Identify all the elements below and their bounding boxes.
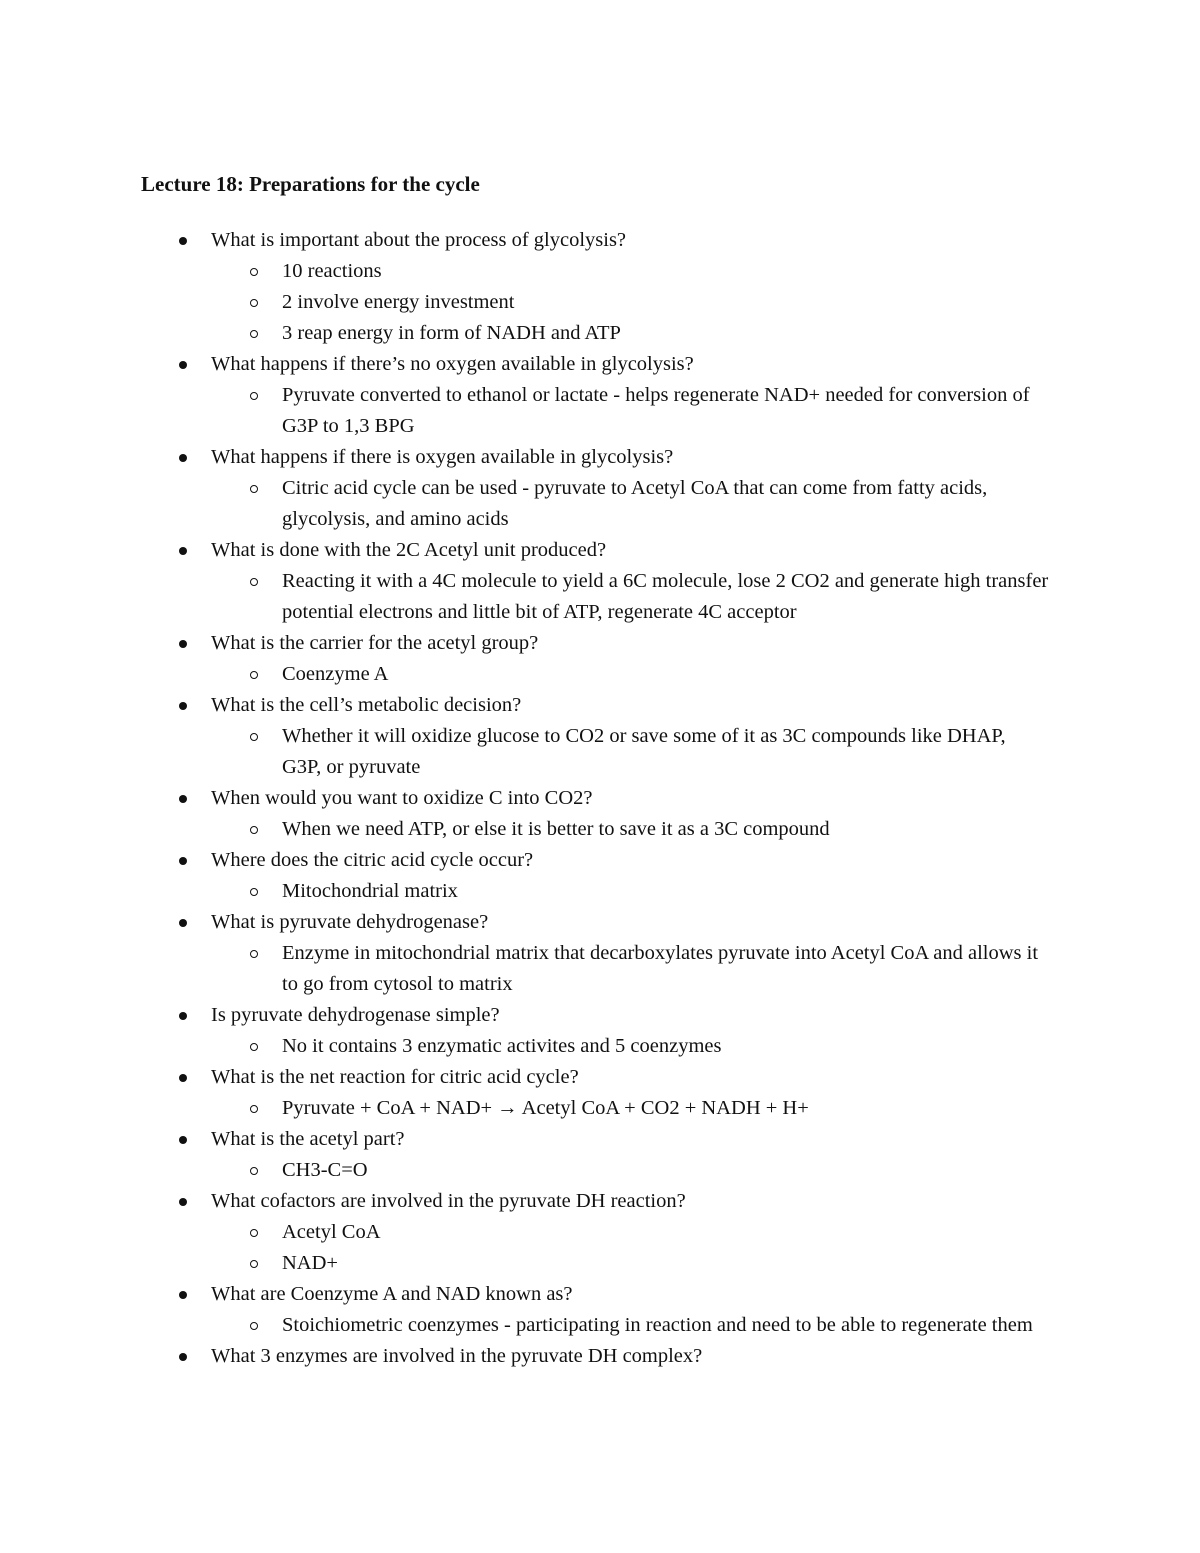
hollow-bullet-icon [250, 1322, 258, 1330]
answer-text: Citric acid cycle can be used - pyruvate to Acetyl CoA that can come from fatty acids, glycolysis, and amino acids [282, 477, 988, 530]
answer-item [0, 876, 1200, 907]
answer-text: Whether it will oxidize glucose to CO2 or save some of it as 3C compounds like DHAP, G3P, or pyruvate [282, 725, 1006, 778]
answer-group [0, 566, 1200, 628]
question-list [0, 225, 1200, 1372]
bullet-icon [179, 1198, 187, 1206]
hollow-bullet-icon [250, 1043, 258, 1051]
hollow-bullet-icon [250, 299, 258, 307]
answer-list [0, 938, 1200, 1000]
answer-item [0, 1248, 1200, 1279]
hollow-bullet-icon [250, 330, 258, 338]
answer-item [0, 318, 1200, 349]
answer-text: Pyruvate + CoA + NAD+ → Acetyl CoA + CO2 + NADH + H+ [282, 1097, 809, 1119]
question-item [0, 907, 1200, 938]
question-item [0, 1279, 1200, 1310]
answer-group [0, 721, 1200, 783]
answer-text: Coenzyme A [282, 663, 389, 685]
answer-text: Pyruvate converted to ethanol or lactate - helps regenerate NAD+ needed for conversion of G3P to 1,3 BPG [282, 384, 1030, 437]
answer-text: 2 involve energy investment [282, 291, 515, 313]
hollow-bullet-icon [250, 671, 258, 679]
hollow-bullet-icon [250, 826, 258, 834]
question-item [0, 1124, 1200, 1155]
hollow-bullet-icon [250, 268, 258, 276]
question-text: What is the carrier for the acetyl group? [211, 632, 539, 654]
answer-group [0, 814, 1200, 845]
answer-text: 3 reap energy in form of NADH and ATP [282, 322, 621, 344]
answer-text: CH3-C=O [282, 1159, 368, 1181]
hollow-bullet-icon [250, 485, 258, 493]
answer-group [0, 1093, 1200, 1124]
answer-item [0, 1093, 1200, 1124]
question-item [0, 1062, 1200, 1093]
answer-text: Mitochondrial matrix [282, 880, 458, 902]
question-text: What happens if there is oxygen available in glycolysis? [211, 446, 674, 468]
answer-text: Enzyme in mitochondrial matrix that decarboxylates pyruvate into Acetyl CoA and allows it to go from cytosol to matrix [282, 942, 1039, 995]
hollow-bullet-icon [250, 950, 258, 958]
bullet-icon [179, 857, 187, 865]
bullet-icon [179, 1353, 187, 1361]
answer-list [0, 721, 1200, 783]
answer-list [0, 380, 1200, 442]
answer-text: NAD+ [282, 1252, 338, 1274]
answer-list [0, 566, 1200, 628]
bullet-icon [179, 454, 187, 462]
question-text: What is done with the 2C Acetyl unit produced? [211, 539, 607, 561]
bullet-icon [179, 702, 187, 710]
question-text: What are Coenzyme A and NAD known as? [211, 1283, 573, 1305]
page-title: Lecture 18: Preparations for the cycle [141, 172, 480, 196]
question-text: What is the acetyl part? [211, 1128, 405, 1150]
answer-text: No it contains 3 enzymatic activites and 5 coenzymes [282, 1035, 722, 1057]
question-item [0, 442, 1200, 473]
answer-item [0, 1310, 1200, 1341]
question-item [0, 225, 1200, 256]
answer-item [0, 566, 1200, 628]
hollow-bullet-icon [250, 1105, 258, 1113]
answer-list [0, 256, 1200, 349]
question-text: What happens if there’s no oxygen available in glycolysis? [211, 353, 694, 375]
bullet-icon [179, 1136, 187, 1144]
hollow-bullet-icon [250, 392, 258, 400]
answer-group [0, 1031, 1200, 1062]
answer-list [0, 1155, 1200, 1186]
answer-text: When we need ATP, or else it is better to save it as a 3C compound [282, 818, 830, 840]
bullet-icon [179, 547, 187, 555]
answer-item [0, 1155, 1200, 1186]
bullet-icon [179, 361, 187, 369]
answer-text: 10 reactions [282, 260, 382, 282]
answer-item [0, 721, 1200, 783]
answer-group [0, 380, 1200, 442]
answer-group [0, 256, 1200, 349]
hollow-bullet-icon [250, 578, 258, 586]
answer-item [0, 473, 1200, 535]
answer-item [0, 938, 1200, 1000]
bullet-icon [179, 237, 187, 245]
question-item [0, 535, 1200, 566]
answer-list [0, 1093, 1200, 1124]
hollow-bullet-icon [250, 1167, 258, 1175]
bullet-icon [179, 1291, 187, 1299]
answer-group [0, 876, 1200, 907]
answer-list [0, 659, 1200, 690]
answer-item [0, 1217, 1200, 1248]
answer-list [0, 876, 1200, 907]
question-item [0, 1186, 1200, 1217]
hollow-bullet-icon [250, 1260, 258, 1268]
answer-text: Acetyl CoA [282, 1221, 381, 1243]
hollow-bullet-icon [250, 1229, 258, 1237]
hollow-bullet-icon [250, 733, 258, 741]
answer-group [0, 659, 1200, 690]
answer-group [0, 938, 1200, 1000]
answer-group [0, 1310, 1200, 1341]
question-item [0, 845, 1200, 876]
answer-list [0, 1310, 1200, 1341]
bullet-icon [179, 919, 187, 927]
question-text: When would you want to oxidize C into CO2? [211, 787, 593, 809]
answer-item [0, 287, 1200, 318]
question-item [0, 690, 1200, 721]
question-item [0, 1000, 1200, 1031]
answer-item [0, 814, 1200, 845]
bullet-icon [179, 795, 187, 803]
question-item [0, 349, 1200, 380]
answer-text: Reacting it with a 4C molecule to yield a 6C molecule, lose 2 CO2 and generate high transfer potential electrons and little bit of ATP, regenerate 4C acceptor [282, 570, 1049, 623]
answer-list [0, 473, 1200, 535]
bullet-icon [179, 640, 187, 648]
answer-list [0, 814, 1200, 845]
bullet-icon [179, 1012, 187, 1020]
question-item [0, 783, 1200, 814]
answer-group [0, 1217, 1200, 1279]
question-text: Is pyruvate dehydrogenase simple? [211, 1004, 500, 1026]
answer-item [0, 380, 1200, 442]
question-text: What is the net reaction for citric acid cycle? [211, 1066, 579, 1088]
question-text: What cofactors are involved in the pyruvate DH reaction? [211, 1190, 686, 1212]
answer-group [0, 473, 1200, 535]
answer-list [0, 1217, 1200, 1279]
question-text: What 3 enzymes are involved in the pyruvate DH complex? [211, 1345, 703, 1367]
question-text: Where does the citric acid cycle occur? [211, 849, 534, 871]
answer-group [0, 1155, 1200, 1186]
answer-item [0, 659, 1200, 690]
question-text: What is important about the process of glycolysis? [211, 229, 627, 251]
answer-item [0, 1031, 1200, 1062]
answer-item [0, 256, 1200, 287]
answer-list [0, 1031, 1200, 1062]
bullet-icon [179, 1074, 187, 1082]
hollow-bullet-icon [250, 888, 258, 896]
question-text: What is pyruvate dehydrogenase? [211, 911, 489, 933]
answer-text: Stoichiometric coenzymes - participating in reaction and need to be able to regenerate them [282, 1314, 1033, 1336]
question-text: What is the cell’s metabolic decision? [211, 694, 522, 716]
question-item [0, 1341, 1200, 1372]
question-item [0, 628, 1200, 659]
